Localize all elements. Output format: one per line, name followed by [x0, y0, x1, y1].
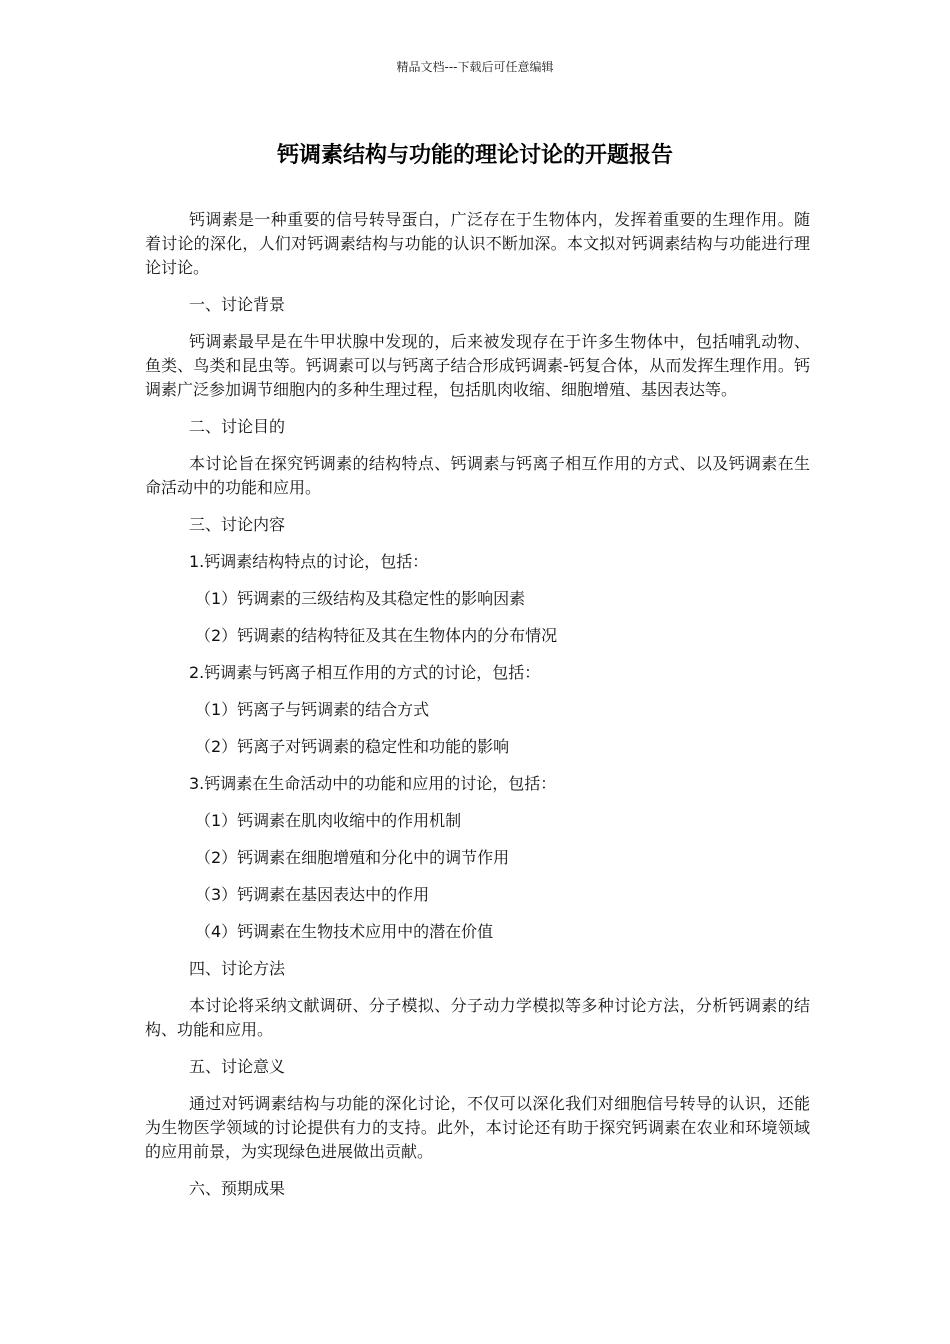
purpose-paragraph: 本讨论旨在探究钙调素的结构特点、钙调素与钙离子相互作用的方式、以及钙调素在生命活动中的功能和应用。	[145, 454, 810, 497]
significance-paragraph: 通过对钙调素结构与功能的深化讨论，不仅可以深化我们对细胞信号转导的认识，还能为生物医学领域的讨论提供有力的支持。此外，本讨论还有助于探究钙调素在农业和环境领域的应用前景，为实现绿色进展做出贡献。	[145, 1094, 810, 1161]
section-heading-purpose: 二、讨论目的	[189, 417, 286, 436]
content-item-3: 3.钙调素在生命活动中的功能和应用的讨论，包括：	[189, 774, 557, 793]
method-paragraph: 本讨论将采纳文献调研、分子模拟、分子动力学模拟等多种讨论方法，分析钙调素的结构、功能和应用。	[145, 996, 810, 1039]
section-heading-significance: 五、讨论意义	[189, 1057, 286, 1076]
background-paragraph: 钙调素最早是在牛甲状腺中发现的，后来被发现存在于许多生物体中，包括哺乳动物、鱼类、鸟类和昆虫等。钙调素可以与钙离子结合形成钙调素-钙复合体，从而发挥生理作用。钙调素广泛参加调节细胞内的多种生理过程，包括肌肉收缩、细胞增殖、基因表达等。	[145, 332, 810, 399]
content-item-3-sub-1: （1）钙调素在肌肉收缩中的作用机制	[195, 811, 462, 830]
section-heading-method: 四、讨论方法	[189, 959, 286, 978]
content-item-2-sub-2: （2）钙离子对钙调素的稳定性和功能的影响	[195, 737, 510, 756]
content-item-3-sub-4: （4）钙调素在生物技术应用中的潜在价值	[195, 922, 494, 941]
content-item-1: 1.钙调素结构特点的讨论，包括：	[189, 552, 429, 571]
content-item-2-sub-1: （1）钙离子与钙调素的结合方式	[195, 700, 430, 719]
section-heading-content: 三、讨论内容	[189, 515, 286, 534]
section-heading-expected: 六、预期成果	[189, 1179, 286, 1198]
section-heading-background: 一、讨论背景	[189, 295, 286, 314]
content-item-3-sub-2: （2）钙调素在细胞增殖和分化中的调节作用	[195, 848, 510, 867]
document-body	[145, 208, 810, 1214]
intro-paragraph: 钙调素是一种重要的信号转导蛋白，广泛存在于生物体内，发挥着重要的生理作用。随着讨论的深化，人们对钙调素结构与功能的认识不断加深。本文拟对钙调素结构与功能进行理论讨论。	[145, 210, 810, 277]
content-item-1-sub-2: （2）钙调素的结构特征及其在生物体内的分布情况	[195, 626, 558, 645]
content-item-2: 2.钙调素与钙离子相互作用的方式的讨论，包括：	[189, 663, 541, 682]
content-item-3-sub-3: （3）钙调素在基因表达中的作用	[195, 885, 430, 904]
document-title: 钙调素结构与功能的理论讨论的开题报告	[276, 143, 673, 168]
header-note: 精品文档---下载后可任意编辑	[396, 60, 554, 74]
content-item-1-sub-1: （1）钙调素的三级结构及其稳定性的影响因素	[195, 589, 526, 608]
